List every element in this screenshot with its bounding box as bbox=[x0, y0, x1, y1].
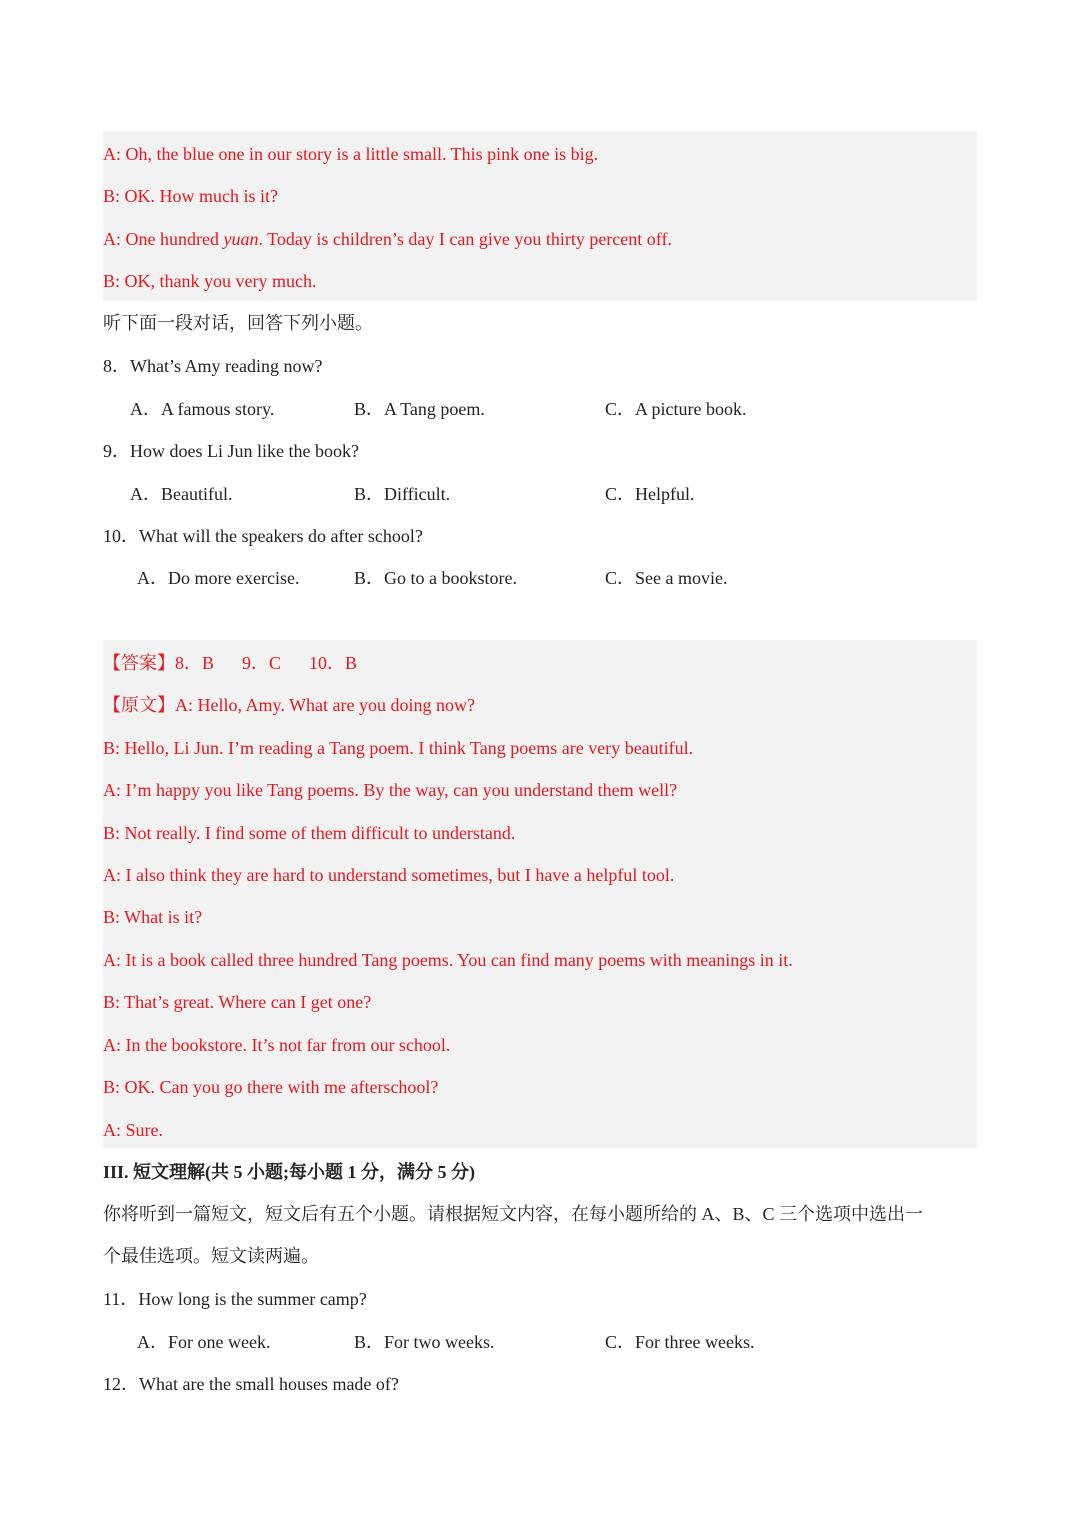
transcript-line: A: I also think they are hard to understand sometimes, but I have a helpful tool. bbox=[103, 865, 675, 885]
transcript-line: A: Sure. bbox=[103, 1120, 163, 1140]
transcript-label: 【原文】 bbox=[103, 695, 175, 715]
option-b: B．For two weeks. bbox=[354, 1332, 495, 1352]
option-a: A．For one week. bbox=[137, 1332, 271, 1352]
transcript-line: B: What is it? bbox=[103, 907, 203, 927]
transcript-line: B: Hello, Li Jun. I’m reading a Tang poem. I think Tang poems are very beautiful. bbox=[103, 738, 694, 758]
transcript-line: A: I’m happy you like Tang poems. By the way, can you understand them well? bbox=[103, 780, 678, 800]
answer-item: 9．C bbox=[242, 653, 282, 673]
answer-item: 8．B bbox=[175, 653, 215, 673]
question-stem: 12．What are the small houses made of? bbox=[103, 1374, 399, 1394]
transcript-line: B: OK, thank you very much. bbox=[103, 271, 317, 291]
transcript-line: B: OK. Can you go there with me afterschool? bbox=[103, 1077, 439, 1097]
option-c: C．Helpful. bbox=[605, 484, 695, 504]
section-instruction: 个最佳选项。短文读两遍。 bbox=[103, 1246, 319, 1266]
transcript-first-line bbox=[103, 693, 475, 717]
option-c: C．See a movie. bbox=[605, 568, 728, 588]
transcript-italic: yuan bbox=[223, 229, 259, 249]
transcript-line: A: In the bookstore. It’s not far from our school. bbox=[103, 1035, 451, 1055]
transcript-line: B: That’s great. Where can I get one? bbox=[103, 992, 372, 1012]
transcript-text: . Today is children’s day I can give you thirty percent off. bbox=[258, 229, 672, 249]
option-c: C．A picture book. bbox=[605, 399, 747, 419]
option-b: B．A Tang poem. bbox=[354, 399, 485, 419]
answer-item: 10．B bbox=[309, 653, 358, 673]
answer-label: 【答案】 bbox=[103, 653, 175, 673]
option-b: B．Difficult. bbox=[354, 484, 451, 504]
question-stem: 10．What will the speakers do after school? bbox=[103, 526, 423, 546]
question-stem: 8．What’s Amy reading now? bbox=[103, 356, 323, 376]
option-b: B．Go to a bookstore. bbox=[354, 568, 517, 588]
transcript-line: A: It is a book called three hundred Tang poems. You can find many poems with meanings in it. bbox=[103, 950, 793, 970]
question-stem: 9．How does Li Jun like the book? bbox=[103, 441, 359, 461]
question-stem: 11．How long is the summer camp? bbox=[103, 1289, 367, 1309]
transcript-text: A: Hello, Amy. What are you doing now? bbox=[175, 695, 475, 715]
option-c: C．For three weeks. bbox=[605, 1332, 755, 1352]
option-a: A．A famous story. bbox=[130, 399, 275, 419]
transcript-line: A: Oh, the blue one in our story is a little small. This pink one is big. bbox=[103, 144, 599, 164]
transcript-line bbox=[103, 227, 672, 251]
section-instruction: 你将听到一篇短文，短文后有五个小题。请根据短文内容，在每小题所给的 A、B、C 三个选项中选出一 bbox=[103, 1204, 924, 1224]
answer-line bbox=[103, 651, 357, 675]
option-a: A．Do more exercise. bbox=[137, 568, 300, 588]
transcript-line: B: OK. How much is it? bbox=[103, 186, 278, 206]
transcript-line: B: Not really. I find some of them difficult to understand. bbox=[103, 823, 516, 843]
section-title: III. 短文理解(共 5 小题;每小题 1 分，满分 5 分) bbox=[103, 1162, 475, 1182]
transcript-text: A: One hundred bbox=[103, 229, 224, 249]
option-a: A．Beautiful. bbox=[130, 484, 233, 504]
dialog-instruction: 听下面一段对话，回答下列小题。 bbox=[103, 313, 373, 333]
